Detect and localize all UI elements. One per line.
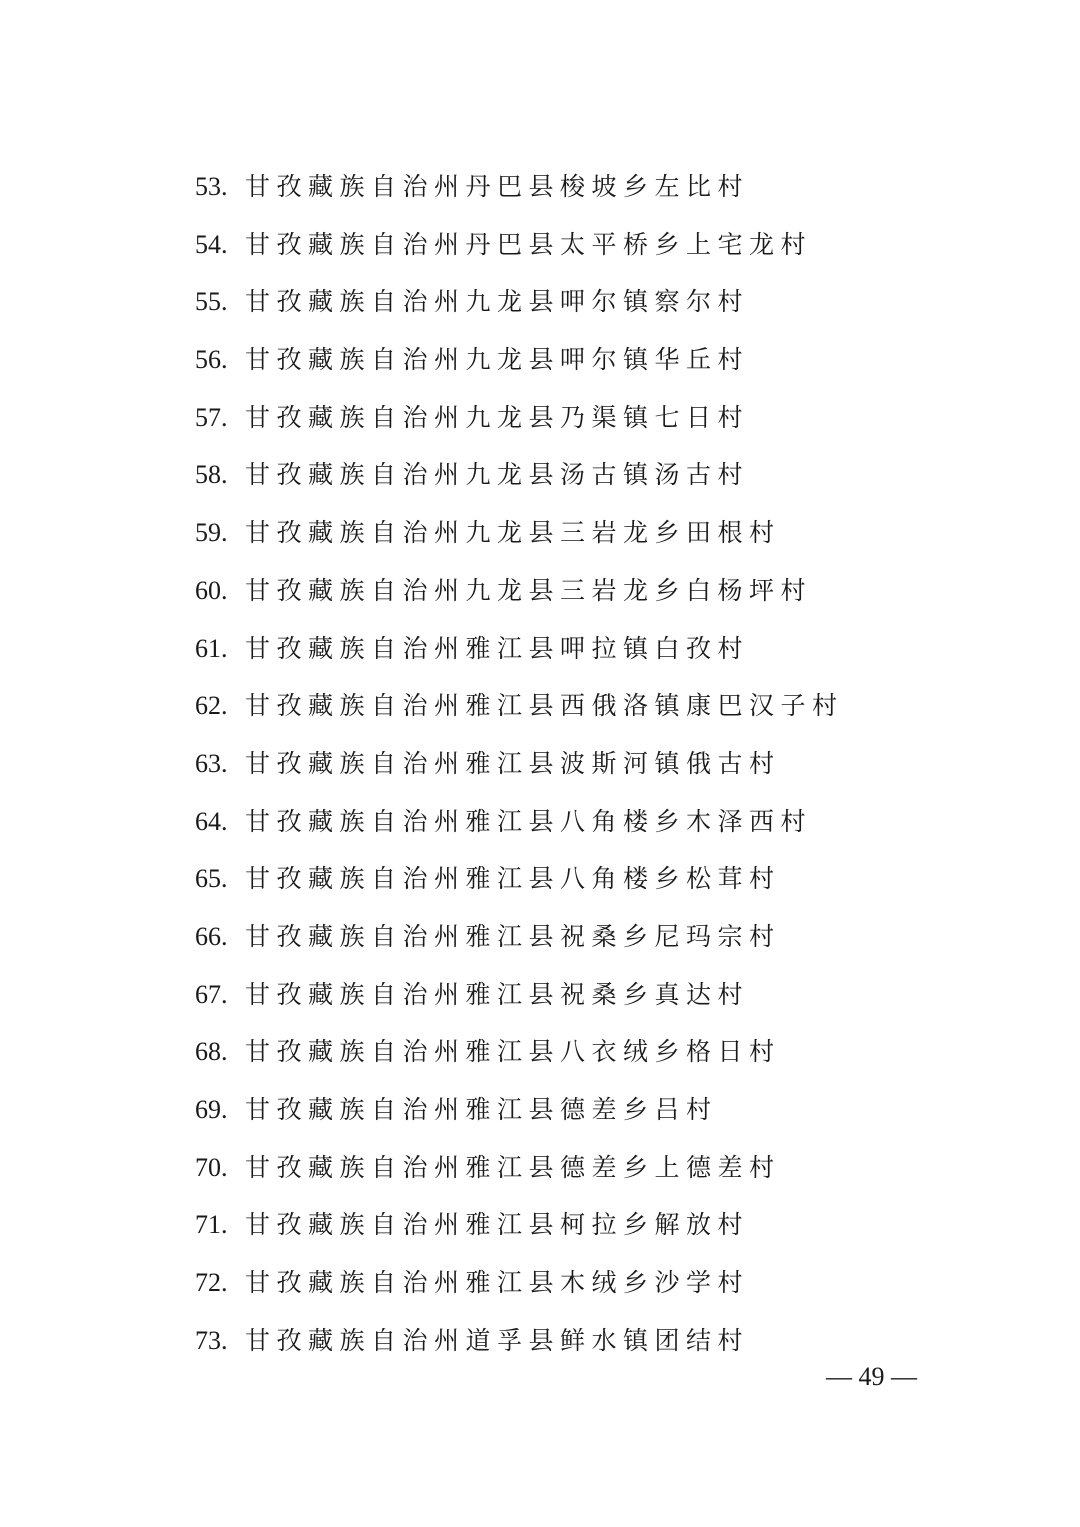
item-number: 55.: [195, 287, 228, 317]
list-item: [195, 446, 844, 504]
list-item: [195, 793, 844, 851]
item-number: 66.: [195, 921, 228, 951]
list-item: [195, 1023, 844, 1081]
item-number: 62.: [195, 691, 228, 721]
item-text: 甘孜藏族自治州雅江县柯拉乡解放村: [245, 1210, 750, 1240]
list-item: [195, 216, 844, 274]
list-item: [195, 273, 844, 331]
list-item: [195, 389, 844, 447]
item-text: 甘孜藏族自治州九龙县三岩龙乡白杨坪村: [245, 575, 813, 605]
item-number: 73.: [195, 1325, 228, 1355]
item-text: 甘孜藏族自治州雅江县祝桑乡真达村: [245, 979, 750, 1009]
list-item: [195, 908, 844, 966]
list-item: [195, 1196, 844, 1254]
item-number: 56.: [195, 345, 228, 375]
list-item: [195, 158, 844, 216]
list-item: [195, 735, 844, 793]
item-text: 甘孜藏族自治州雅江县德差乡吕村: [245, 1095, 718, 1124]
item-text: 甘孜藏族自治州雅江县呷拉镇白孜村: [245, 633, 750, 663]
item-text: 甘孜藏族自治州九龙县呷尔镇察尔村: [245, 287, 750, 317]
item-text: 甘孜藏族自治州丹巴县太平桥乡上宅龙村: [245, 229, 813, 259]
item-text: 甘孜藏族自治州雅江县木绒乡沙学村: [245, 1268, 750, 1298]
list-item: [195, 562, 844, 620]
item-text: 甘孜藏族自治州雅江县八角楼乡松茸村: [245, 864, 781, 894]
item-number: 71.: [195, 1210, 228, 1240]
item-number: 54.: [195, 229, 228, 259]
item-text: 甘孜藏族自治州雅江县八衣绒乡格日村: [245, 1037, 781, 1067]
list-item: [195, 966, 844, 1024]
item-number: 72.: [195, 1268, 228, 1298]
item-text: 甘孜藏族自治州雅江县八角楼乡木泽西村: [245, 806, 813, 836]
item-number: 65.: [195, 864, 228, 894]
item-number: 53.: [195, 172, 228, 201]
list-item: [195, 620, 844, 678]
item-number: 61.: [195, 633, 228, 663]
list-item: [195, 677, 844, 735]
item-text: 甘孜藏族自治州九龙县呷尔镇华丘村: [245, 345, 750, 375]
list-item: [195, 850, 844, 908]
item-number: 70.: [195, 1152, 228, 1182]
item-text: 甘孜藏族自治州道孚县鲜水镇团结村: [245, 1325, 750, 1355]
item-number: 59.: [195, 518, 228, 548]
item-number: 67.: [195, 979, 228, 1009]
item-text: 甘孜藏族自治州雅江县西俄洛镇康巴汉子村: [245, 691, 844, 721]
item-text: 甘孜藏族自治州雅江县波斯河镇俄古村: [245, 748, 781, 778]
item-number: 60.: [195, 575, 228, 605]
item-text: 甘孜藏族自治州九龙县乃渠镇七日村: [245, 402, 750, 432]
list-item: [195, 1312, 844, 1370]
list-item: [195, 504, 844, 562]
item-number: 69.: [195, 1095, 228, 1124]
item-text: 甘孜藏族自治州雅江县德差乡上德差村: [245, 1152, 781, 1182]
village-list: [195, 158, 844, 1369]
item-number: 64.: [195, 806, 228, 836]
list-item: [195, 331, 844, 389]
list-item: [195, 1139, 844, 1197]
item-number: 63.: [195, 748, 228, 778]
item-number: 57.: [195, 402, 228, 432]
item-number: 68.: [195, 1037, 228, 1067]
page-number: — 49 —: [826, 1362, 917, 1391]
list-item: [195, 1254, 844, 1312]
item-text: 甘孜藏族自治州丹巴县梭坡乡左比村: [245, 172, 750, 201]
list-item: [195, 1081, 844, 1139]
item-number: 58.: [195, 460, 228, 490]
item-text: 甘孜藏族自治州九龙县汤古镇汤古村: [245, 460, 750, 490]
item-text: 甘孜藏族自治州九龙县三岩龙乡田根村: [245, 518, 781, 548]
item-text: 甘孜藏族自治州雅江县祝桑乡尼玛宗村: [245, 921, 781, 951]
